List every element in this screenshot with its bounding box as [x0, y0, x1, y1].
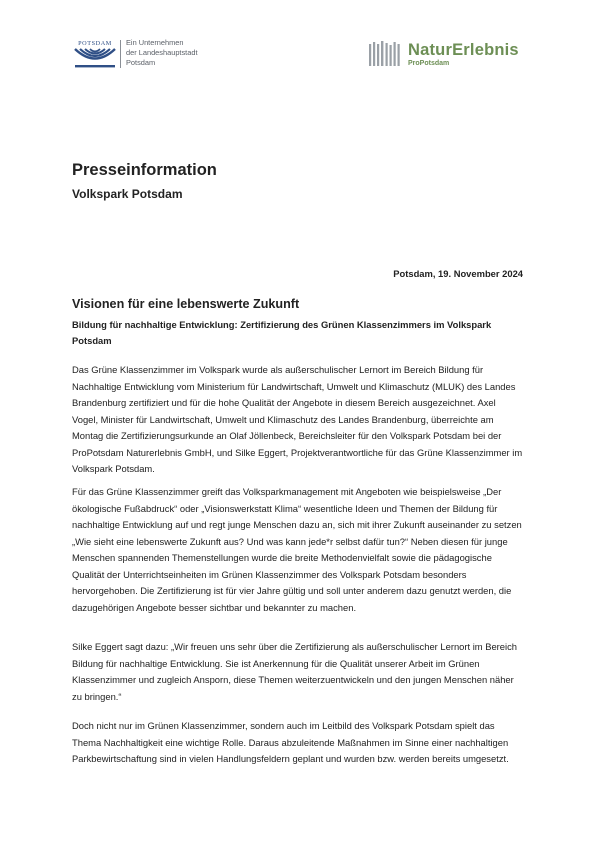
logo-tagline: [126, 38, 198, 68]
potsdam-logo: [72, 38, 222, 72]
tree-trunks-icon: [368, 40, 404, 68]
tagline-line-2: der Landeshauptstadt: [126, 48, 198, 57]
document-date: Potsdam, 19. November 2024: [393, 268, 523, 279]
article-subheadline: Bildung für nachhaltige Entwicklung: Zertifizierung des Grünen Klassenzimmers im Volkspark Potsdam: [72, 319, 492, 346]
tagline-line-1: Ein Unternehmen: [126, 38, 184, 47]
document-title: Presseinformation: [72, 161, 217, 179]
paragraph-2: Für das Grüne Klassenzimmer greift das Volksparkmanagement mit Angeboten wie beispielsweise „Der ökologische Fußabdruck“ oder „Visionswerkstatt Klima“ wesentliche Ideen und Themen der Bildung für nachhaltige Entwicklung auf und regt junge Menschen dazu an, sich mit ihrer Zukunft auseinander zu setzen „Wie sieht eine lebenswerte Zukunft aus? Und was kann jede*r selbst dafür tun?“ Neben diesen für junge Menschen spannenden Themenstellungen wurde die breite Methodenvielfalt sowie die pädagogische Qualität der Unterrichtseinheiten im Grünen Klassenzimmer des Volkspark Potsdam besonders hervorgehoben. Die Zertifizierung ist für vier Jahre gültig und soll unter anderem dazu genutzt werden, die dazugehörigen Angebote besser sichtbar und bekannter zu machen.: [72, 486, 522, 613]
logo-divider: [120, 40, 121, 68]
tagline-line-3: Potsdam: [126, 58, 156, 67]
potsdam-emblem-icon: [72, 38, 118, 70]
paragraph-4: Doch nicht nur im Grünen Klassenzimmer, sondern auch im Leitbild des Volkspark Potsdam spielt das Thema Nachhaltigkeit eine wichtige Rolle. Daraus abzuleitende Maßnahmen im Sinne einer nachhaltigen Parkbewirtschaftung sind in vielen Handlungsfeldern geplant und wurden bzw. werden bereits umgesetzt.: [72, 720, 509, 764]
paragraph-1: Das Grüne Klassenzimmer im Volkspark wurde als außerschulischer Lernort im Bereich Bildung für Nachhaltige Entwicklung vom Ministerium für Landwirtschaft, Umwelt und Klimaschutz (MLUK) des Landes Brandenburg zertifiziert und für die hohe Qualität der Angebote in diesem Bereich ausgezeichnet. Axel Vogel, Minister für Landwirtschaft, Umwelt und Klimaschutz des Landes Brandenburg, überreichte am Montag die Zertifizierungsurkunde an Olaf Jöllenbeck, Bereichsleiter für den Volkspark Potsdam bei der ProPotsdam Naturerlebnis GmbH, und Silke Eggert, Projektverantwortliche für das Grüne Klassenzimmer im Volkspark Potsdam.: [72, 364, 523, 474]
brand-wordmark: NaturErlebnis: [408, 41, 519, 59]
article-headline: Visionen für eine lebenswerte Zukunft: [72, 297, 300, 311]
potsdam-wordmark: POTSDAM: [78, 40, 112, 47]
naturerlebnis-logo: [368, 40, 538, 70]
paragraph-3: Silke Eggert sagt dazu: „Wir freuen uns sehr über die Zertifizierung als außerschulischer Lernort im Bereich Bildung für nachhaltige Entwicklung. Sie ist Anerkennung für die Qualität unserer Arbeit im Grünen Klassenzimmer und zugleich Ansporn, diese Themen weiterzuentwickeln und den jungen Menschen näher zu bringen.“: [72, 641, 517, 702]
document-subtitle: Volkspark Potsdam: [72, 187, 183, 201]
brand-subline: ProPotsdam: [408, 60, 450, 67]
